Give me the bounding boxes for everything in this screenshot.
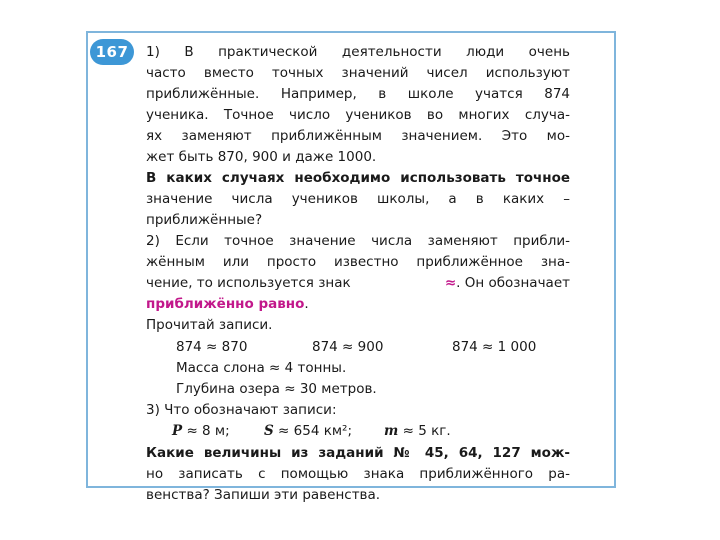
part2-line-3 (146, 273, 570, 293)
part1-line-4: ученика. Точное число учеников во многих случа- (146, 107, 570, 123)
part1-question-2: значение числа учеников школы, а в каких – (146, 191, 570, 207)
part2-after-sign: . Он обозначает (456, 275, 570, 291)
record-2-rest: ≈ 654 км²; (273, 423, 353, 439)
part2-term-line (146, 294, 309, 314)
record-1-rest: ≈ 8 м; (182, 423, 230, 439)
part1-question-1: В каких случаях необходимо использовать точное (146, 170, 570, 186)
record-3 (384, 421, 451, 441)
part3-question: 3) Что обозначают записи: (146, 402, 337, 418)
part1-question-3: приближённые? (146, 212, 263, 228)
final-line-1: Какие величины из заданий № 45, 64, 127 мож- (146, 445, 570, 461)
record-3-rest: ≈ 5 кг. (398, 423, 451, 439)
record-2-var: S (264, 423, 274, 439)
part1-line-2: часто вместо точных значений чисел используют (146, 65, 570, 81)
part1-line-6: жет быть 870, 900 и даже 1000. (146, 149, 377, 165)
sentence-lake: Глубина озера ≈ 30 метров. (176, 381, 377, 397)
record-2 (264, 421, 352, 441)
part1-line-3: приближённые. Например, в школе учатся 874 (146, 86, 570, 102)
part2-line-2: жённым или просто известно приближённое зна- (146, 254, 570, 270)
part2-line-3-text: чение, то используется знак (146, 275, 351, 291)
part2-line-1: 2) Если точное значение числа заменяют прибли- (146, 233, 570, 249)
record-1-var: P (172, 423, 183, 439)
sentence-elephant: Масса слона ≈ 4 тонны. (176, 360, 347, 376)
part1-line-1: 1) В практической деятельности люди очень (146, 44, 570, 60)
example-1: 874 ≈ 870 (176, 339, 248, 355)
approx-sign: ≈ (444, 275, 457, 291)
final-line-3: венства? Запиши эти равенства. (146, 487, 381, 503)
term-approx-equal: приближённо равно (146, 296, 305, 312)
example-2: 874 ≈ 900 (312, 339, 384, 355)
term-end: . (304, 296, 309, 312)
record-3-var: m (384, 423, 399, 439)
example-3: 874 ≈ 1 000 (452, 339, 537, 355)
record-1 (172, 421, 230, 441)
final-line-2: но записать с помощью знака приближённого ра- (146, 466, 570, 482)
task-number-badge: 167 (90, 39, 134, 65)
read-instruction: Прочитай записи. (146, 317, 273, 333)
part1-line-5: ях заменяют приближённым значением. Это мо- (146, 128, 570, 144)
